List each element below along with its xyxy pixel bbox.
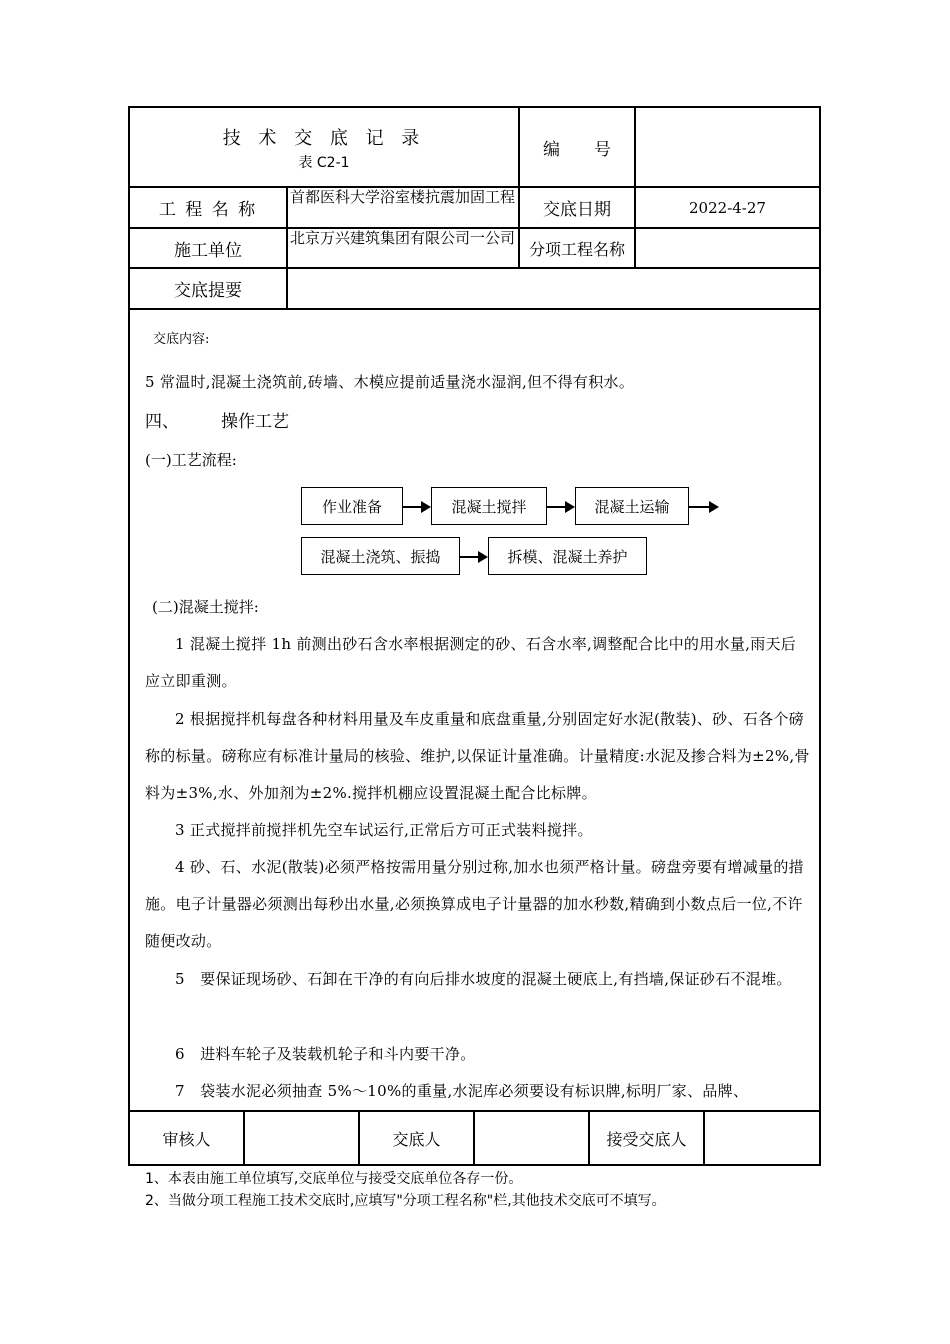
form-title: 技 术 交 底 记 录 [222,128,426,149]
flow-step-curing: 拆模、混凝土养护 [488,537,647,575]
contractor-label: 施工单位 [174,240,242,261]
mixing-paragraph: 6 进料车轮子及装载机轮子和斗内要干净。 [175,1045,476,1063]
number-field[interactable] [636,108,819,186]
discloser-label: 交底人 [392,1129,441,1149]
project-name-label: 工 程 名 称 [158,200,258,220]
mixing-heading: (二)混凝土搅拌: [152,598,259,616]
discloser-field[interactable] [475,1112,588,1164]
section-4-number: 四、 [145,412,179,432]
footer-note: 1、本表由施工单位填写,交底单位与接受交底单位各存一份。 [145,1171,523,1187]
receiver-field[interactable] [705,1112,819,1164]
flow-arrow [547,506,573,508]
content-label: 交底内容: [153,332,210,347]
flow-step-preparation: 作业准备 [301,487,403,525]
summary-label: 交底提要 [174,281,242,301]
footer-note: 2、当做分项工程施工技术交底时,应填写"分项工程名称"栏,其他技术交底可不填写。 [145,1193,666,1209]
mixing-paragraph: 2 根据搅拌机每盘各种材料用量及车皮重量和底盘重量,分别固定好水泥(散装)、砂、石各个磅称的标量。磅称应有标准计量局的核验、维护,以保证计量准确。计量精度:水泥及掺合料为±2%,骨料为±3%,水、外加剂为±2%.搅拌机棚应设置混凝土配合比标牌。 [145,710,810,802]
receiver-label: 接受交底人 [606,1129,687,1149]
project-name-value[interactable]: 首都医科大学浴室楼抗震加固工程 [290,188,516,206]
flow-arrow [460,556,486,558]
subproject-field[interactable] [636,229,819,267]
date-value[interactable]: 2022-4-27 [689,198,766,217]
number-label: 编 号 [543,139,611,160]
subproject-label: 分项工程名称 [528,239,625,259]
mixing-paragraph: 3 正式搅拌前搅拌机先空车试运行,正常后方可正式装料搅拌。 [175,821,593,839]
reviewer-label: 审核人 [162,1129,211,1149]
flow-arrow [689,506,717,508]
form-code: 表 C2-1 [298,155,350,171]
reviewer-field[interactable] [245,1112,358,1164]
process-flow-heading: (一)工艺流程: [145,451,237,469]
section-4-title: 操作工艺 [221,412,289,432]
mixing-paragraph: 4 砂、石、水泥(散装)必须严格按需用量分别过称,加水也须严格计量。磅盘旁要有增减量的措施。电子计量器必须测出每秒出水量,必须换算成电子计量器的加水秒数,精确到小数点后一位,不许随便改动。 [145,858,804,950]
flow-step-transport: 混凝土运输 [575,487,689,525]
summary-field[interactable] [288,269,819,308]
mixing-paragraph: 1 混凝土搅拌 1h 前测出砂石含水率根据测定的砂、石含水率,调整配合比中的用水量,雨天后应立即重测。 [145,635,797,690]
warm-weather-line: 5 常温时,混凝土浇筑前,砖墙、木模应提前适量浇水湿润,但不得有积水。 [145,373,635,391]
flow-arrow [403,506,429,508]
flow-step-pouring: 混凝土浇筑、振捣 [301,537,460,575]
contractor-value[interactable]: 北京万兴建筑集团有限公司一公司 [290,229,516,247]
mixing-paragraph: 7 袋装水泥必须抽查 5%～10%的重量,水泥库必须要设有标识牌,标明厂家、品牌、 [175,1082,749,1100]
flow-step-mixing: 混凝土搅拌 [431,487,547,525]
date-label: 交底日期 [543,200,611,220]
mixing-paragraph: 5 要保证现场砂、石卸在干净的有向后排水坡度的混凝土硬底上,有挡墙,保证砂石不混堆。 [175,970,792,988]
